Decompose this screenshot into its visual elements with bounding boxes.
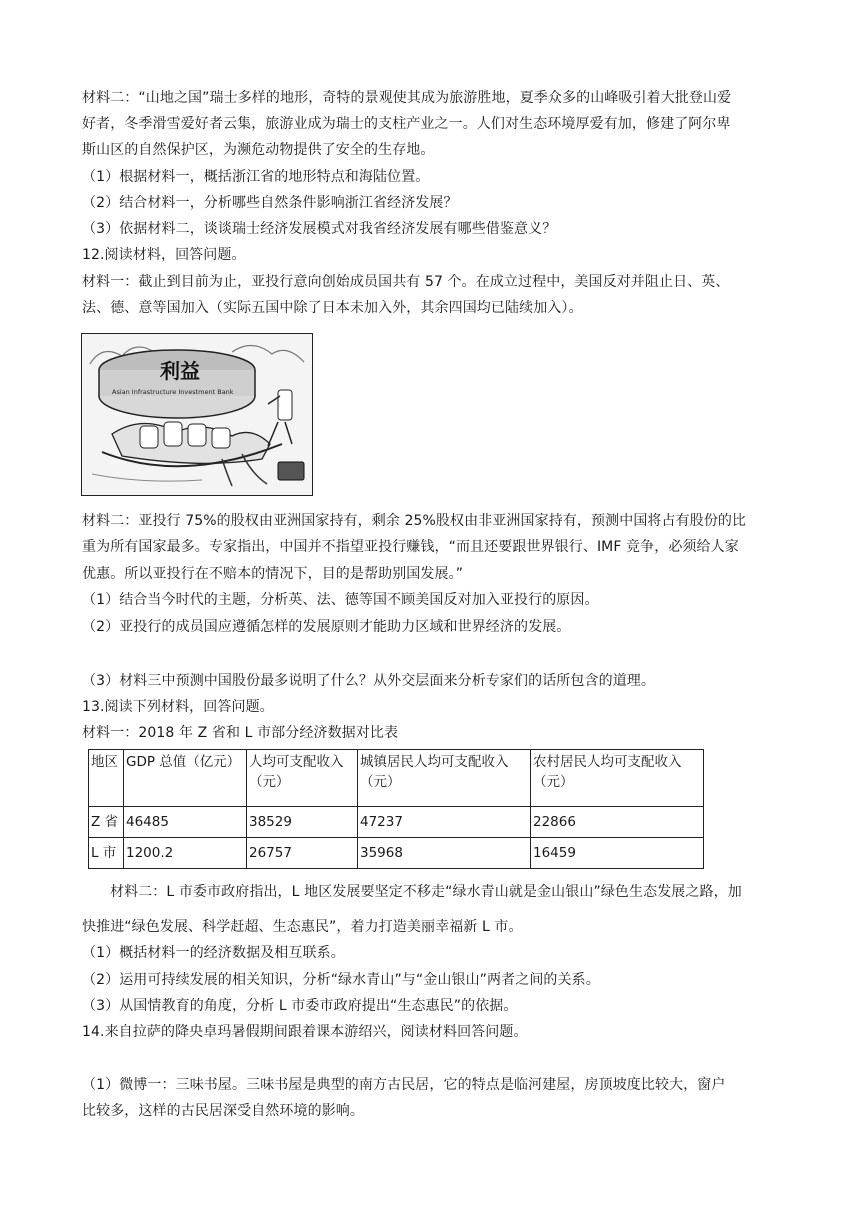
question-line: （3）依据材料二，谈谈瑞士经济发展模式对我省经济发展有哪些借鉴意义？ <box>82 221 557 237</box>
table-row <box>89 838 704 869</box>
text-line: 材料二：“山地之国”瑞士多样的地形，奇特的景观使其成为旅游胜地，夏季众多的山峰吸引着大批登山爱 <box>82 90 732 106</box>
table-cell: L 市 <box>89 838 124 869</box>
table-cell: 46485 <box>124 807 247 838</box>
header-cell: GDP 总值（亿元） <box>124 750 247 807</box>
table-row <box>89 807 704 838</box>
question-line: （1）概括材料一的经济数据及相互联系。 <box>82 945 345 961</box>
table-cell: 26757 <box>247 838 358 869</box>
table-cell: 38529 <box>247 807 358 838</box>
question-heading: 14.来自拉萨的降央卓玛暑假期间跟着课本游绍兴，阅读材料回答问题。 <box>82 1024 528 1040</box>
question-line: （2）运用可持续发展的相关知识，分析“绿水青山”与“金山银山”两者之间的关系。 <box>82 972 600 988</box>
cartoon-bank-text: Asian Infrastructure Investment Bank <box>112 388 234 396</box>
text-line: 材料二：亚投行 75%的股权由亚洲国家持有，剩余 25%股权由非亚洲国家持有，预测中国将占有股份的比 <box>82 513 747 529</box>
table-cell: 16459 <box>531 838 704 869</box>
header-cell: 农村居民人均可支配收入 （元） <box>531 750 704 807</box>
text-line: 快推进“绿色发展、科学赶超、生态惠民”，着力打造美丽幸福新 L 市。 <box>82 919 523 935</box>
header-cell: 地区 <box>89 750 124 807</box>
table-cell: Z 省 <box>89 807 124 838</box>
table-cell: 22866 <box>531 807 704 838</box>
table-cell: 1200.2 <box>124 838 247 869</box>
question-line: （3）材料三中预测中国股份最多说明了什么？从外交层面来分析专家们的话所包含的道理。 <box>82 673 656 689</box>
table-cell: 47237 <box>358 807 531 838</box>
text-line: 重为所有国家最多。专家指出，中国并不指望亚投行赚钱，“而且还要跟世界银行、IMF 竞争，必须给人家 <box>82 539 739 555</box>
text-line: 好者，冬季滑雪爱好者云集，旅游业成为瑞士的支柱产业之一。人们对生态环境厚爱有加，修建了阿尔卑 <box>82 116 731 132</box>
political-cartoon-image <box>81 333 313 496</box>
table-header-row <box>89 750 704 807</box>
question-line: （2）亚投行的成员国应遵循怎样的发展原则才能助力区域和世界经济的发展。 <box>82 619 571 635</box>
header-cell: 人均可支配收入 （元） <box>247 750 358 807</box>
question-line: （3）从国情教育的角度，分析 L 市委市政府提出“生态惠民”的依据。 <box>82 998 518 1014</box>
text-line: 材料一：截止到目前为止，亚投行意向创始成员国共有 57 个。在成立过程中，美国反对并阻止日、英、 <box>82 274 730 290</box>
text-line: 比较多，这样的古民居深受自然环境的影响。 <box>82 1103 364 1119</box>
text-line: （1）微博一：三味书屋。三味书屋是典型的南方古民居，它的特点是临河建屋，房顶坡度比较大，窗户 <box>82 1077 726 1093</box>
question-heading: 13.阅读下列材料，回答问题。 <box>82 699 274 715</box>
table-caption: 材料一：2018 年 Z 省和 L 市部分经济数据对比表 <box>82 725 399 741</box>
cartoon-drawing <box>82 334 312 495</box>
text-line: 斯山区的自然保护区，为濒危动物提供了安全的生存地。 <box>82 142 435 158</box>
header-cell: 城镇居民人均可支配收入 （元） <box>358 750 531 807</box>
table-cell: 35968 <box>358 838 531 869</box>
cartoon-banner-text: 利益 <box>160 359 200 383</box>
question-line: （1）结合当今时代的主题，分析英、法、德等国不顾美国反对加入亚投行的原因。 <box>82 592 599 608</box>
question-line: （2）结合材料一，分析哪些自然条件影响浙江省经济发展？ <box>82 195 458 211</box>
question-heading: 12.阅读材料，回答问题。 <box>82 247 246 263</box>
text-line: 材料二：L 市委市政府指出，L 地区发展要坚定不移走“绿水青山就是金山银山”绿色生态发展之路，加 <box>110 884 742 900</box>
question-line: （1）根据材料一，概括浙江省的地形特点和海陆位置。 <box>82 169 430 185</box>
text-line: 法、德、意等国加入（实际五国中除了日本未加入外，其余四国均已陆续加入）。 <box>82 300 583 316</box>
text-line: 优惠。所以亚投行在不赔本的情况下，目的是帮助别国发展。” <box>82 566 464 582</box>
economic-data-table <box>88 749 704 869</box>
